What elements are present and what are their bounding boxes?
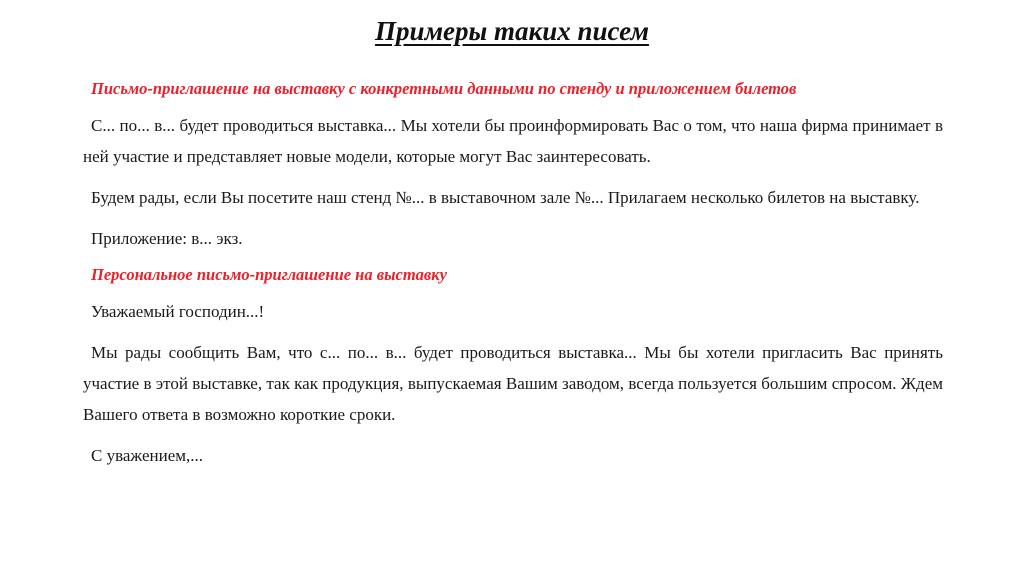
letter1-paragraph1: С... по... в... будет проводиться выставка... Мы хотели бы проинформировать Вас о том, что наша фирма принимает в ней участие и представляет новые модели, которые могут Вас заинтересовать.: [83, 116, 943, 166]
page-title: Примеры таких писем: [375, 16, 649, 46]
letter1-heading: Письмо-приглашение на выставку с конкретными данными по стенду и приложением билетов: [91, 79, 797, 98]
letter1-paragraph2: Будем рады, если Вы посетите наш стенд №... в выставочном зале №... Прилагаем несколько билетов на выставку.: [91, 188, 920, 207]
letter2-heading: Персональное письмо-приглашение на выставку: [91, 265, 447, 284]
letters-content: [83, 76, 943, 471]
letter1-attachment: Приложение: в... экз.: [91, 229, 243, 248]
letter2-greeting: Уважаемый господин...!: [91, 302, 265, 321]
letter2-paragraph1: Мы рады сообщить Вам, что с... по... в... будет проводиться выставка... Мы бы хотели пригласить Вас принять участие в этой выставке, так как продукция, выпускаемая Вашим заводом, всегда пользуется большим спросом. Ждем Вашего ответа в возможно короткие сроки.: [83, 343, 943, 424]
letter2-closing: С уважением,...: [91, 446, 204, 465]
